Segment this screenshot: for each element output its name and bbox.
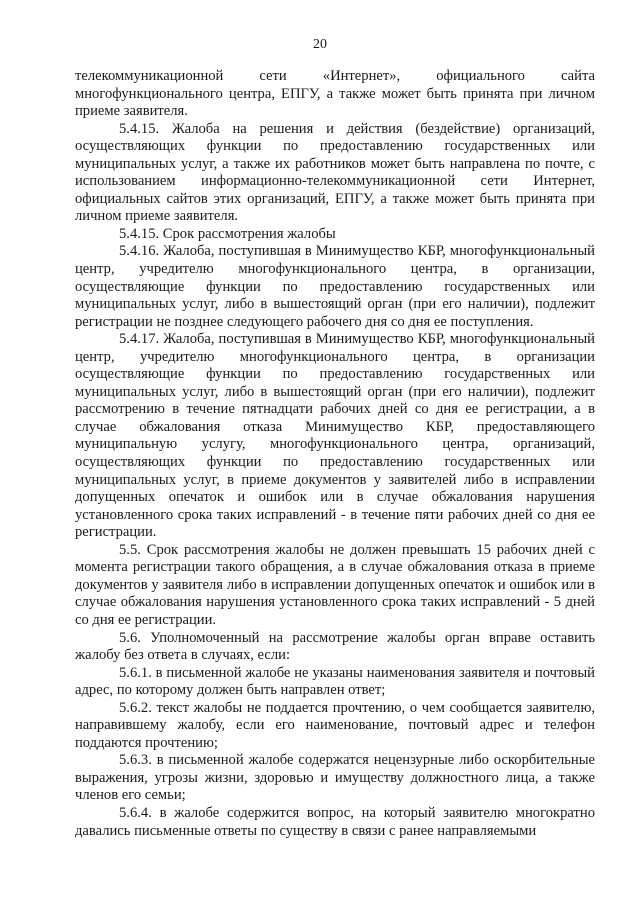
paragraph-5-5: 5.5. Срок рассмотрения жалобы не должен превышать 15 рабочих дней с момента регистрации такого обращения, а в случае обжалования отказа в приеме документов у заявителя либо в исправлении допущенных опечаток и ошибок или в случае обжалования нарушения установленного срока таких исправлений - 5 дней со дня ее регистрации. [75, 541, 595, 628]
paragraph-5-6: 5.6. Уполномоченный на рассмотрение жалобы орган вправе оставить жалобу без ответа в случаях, если: [75, 629, 595, 664]
paragraph-5-4-15-heading: 5.4.15. Срок рассмотрения жалобы [119, 225, 336, 242]
paragraph-5-6-2: 5.6.2. текст жалобы не поддается прочтению, о чем сообщается заявителю, направившему жалобу, если его наименование, почтовый адрес и телефон поддаются прочтению; [75, 699, 595, 751]
paragraph-5-6-3: 5.6.3. в письменной жалобе содержатся нецензурные либо оскорбительные выражения, угрозы жизни, здоровью и имуществу должностного лица, а также членов его семьи; [75, 752, 595, 804]
paragraph-5-4-16: 5.4.16. Жалоба, поступившая в Минимущество КБР, многофункциональный центр, учредителю многофункционального центра, в организации, осуществляющие функции по предоставлению государственных или муниципальных услуг, либо в вышестоящий орган (при его наличии), подлежит регистрации не позднее следующего рабочего дня со дня ее поступления. [75, 243, 595, 330]
paragraph-continuation: телекоммуникационной сети «Интернет», официального сайта многофункционального центра, ЕПГУ, а также может быть принята при личном приеме заявителя. [75, 68, 595, 120]
paragraph-5-6-1: 5.6.1. в письменной жалобе не указаны наименования заявителя и почтовый адрес, по которому должен быть направлен ответ; [75, 664, 595, 699]
paragraph-5-4-17: 5.4.17. Жалоба, поступившая в Минимущество КБР, многофункциональный центр, учредителю многофункционального центра, в организации осуществляющие функции по предоставлению государственных или муниципальных услуг, либо в вышестоящий орган (при его наличии), подлежит рассмотрению в течение пятнадцати рабочих дней со дня ее регистрации, а в случае обжалования отказа Минимущество КБР, предоставляющего муниципальную услугу, многофункционального центра, организаций, осуществляющих функции по предоставлению государственных или муниципальных услуг, в приеме документов у заявителей либо в исправлении допущенных опечаток и ошибок или в случае обжалования нарушения установленного срока таких исправлений - в течение пяти рабочих дней со дня ее регистрации. [75, 331, 595, 541]
page-number: 20 [313, 37, 327, 52]
document-body [75, 68, 595, 840]
paragraph-5-6-4: 5.6.4. в жалобе содержится вопрос, на который заявителю многократно давались письменные ответы по существу в связи с ранее направляемыми [75, 804, 595, 839]
paragraph-5-4-15-complaint: 5.4.15. Жалоба на решения и действия (бездействие) организаций, осуществляющих функции по предоставлению государственных или муниципальных услуг, а также их работников может быть направлена по почте, с использованием информационно-телекоммуникационной сети Интернет, официальных сайтов этих организаций, ЕПГУ, а также может быть принята при личном приеме заявителя. [75, 120, 595, 225]
